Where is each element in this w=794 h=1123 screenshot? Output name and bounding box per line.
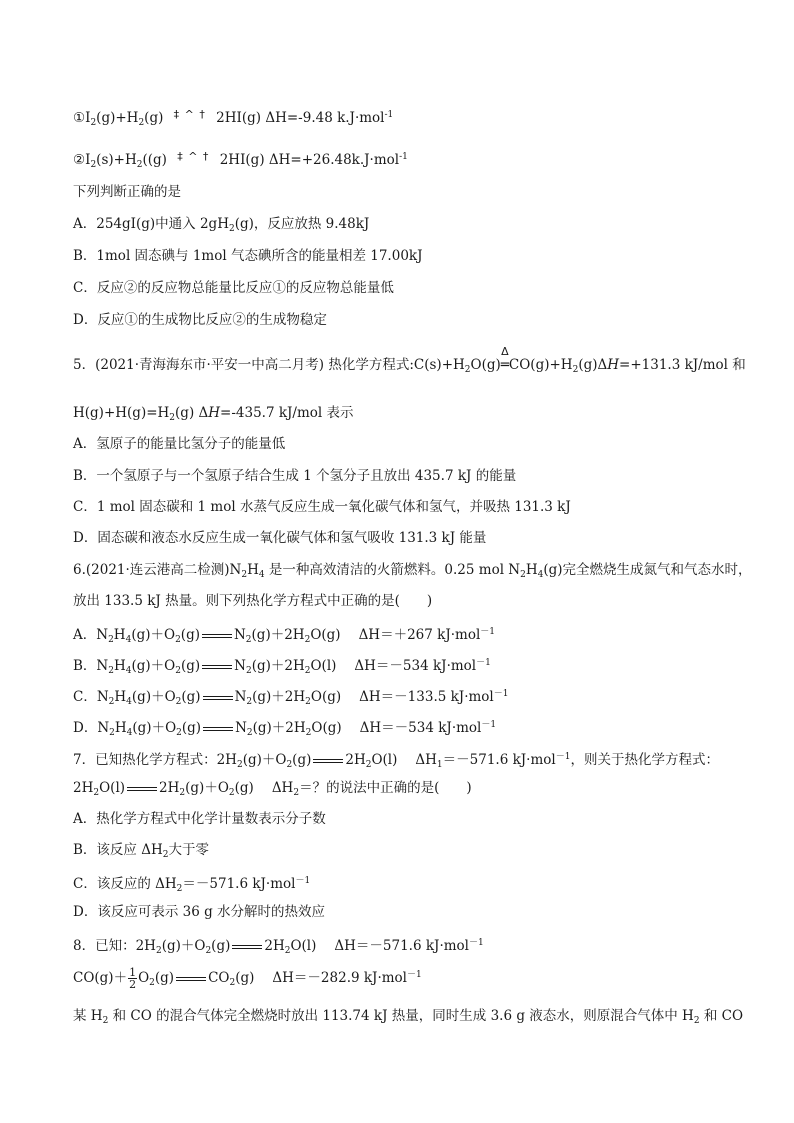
- q4-stem: 下列判断正确的是: [73, 184, 181, 200]
- equals-arrow: [232, 945, 262, 949]
- equals-arrow: [313, 759, 343, 763]
- q4-option-b: B．1mol 固态碘与 1mol 气态碘所含的能量相差 17.00kJ: [73, 248, 423, 264]
- reversible-arrow-icon: ‡ ^ †: [177, 150, 210, 163]
- q5-option-b: B．一个氢原子与一个氢原子结合生成 1 个氢分子且放出 435.7 kJ 的能量: [73, 468, 517, 484]
- equals-arrow: [202, 634, 232, 638]
- equals-arrow: [203, 696, 233, 700]
- fraction: $\frac{1}{2}$: [129, 966, 137, 991]
- q6-stem-line-2: 放出 133.5 kJ 热量。则下列热化学方程式中正确的是( ): [73, 593, 433, 609]
- q7-option-a: A．热化学方程式中化学计量数表示分子数: [73, 811, 326, 827]
- q7-option-b: B．该反应 $\Delta H_2$大于零: [73, 842, 209, 860]
- equals-arrow: [127, 787, 157, 791]
- equals-arrow: [202, 665, 232, 669]
- q5-option-c: C．1 mol 固态碳和 1 mol 水蒸气反应生成一氧化碳气体和氢气，并吸热 131.3 kJ: [73, 499, 571, 515]
- q4-equation-2: $②I_2(s)+H_2((g)$ ‡ ^ † 2HI(g) ΔH=+26.48k.J·mol$^{-1}$: [73, 150, 408, 170]
- q8-stem-line-3: 某 $H_2$ 和 CO 的混合气体完全燃烧时放出 113.74 kJ 热量，同时生成 3.6 g 液态水，则原混合气体中 $H_2$ 和 CO: [73, 1008, 744, 1026]
- q6-option-a: A．$N_2H_4(g)+O_2(g)$ $N_2(g)+2H_2O(g)$ ΔH＝＋267 kJ·mol$^{-1}$: [73, 627, 496, 645]
- q4-option-c: C．反应②的反应物总能量比反应①的反应物总能量低: [73, 280, 394, 296]
- q4-option-d: D．反应①的生成物比反应②的生成物稳定: [73, 312, 327, 328]
- equals-arrow: [203, 727, 233, 731]
- q7-stem-line-1: 7．已知热化学方程式：$2H_2(g)+O_2(g)$ $2H_2O(l)$ $\Delta H_1=-571.6$ kJ·mol$^{-1}$，则关于热化学方程式：: [73, 752, 719, 770]
- q4-option-a: A．254gI(g)中通入 $2gH_2(g)$，反应放热 9.48kJ: [73, 216, 370, 234]
- q8-stem-line-1: 8．已知：$2H_2(g)+O_2(g)$ $2H_2O(l)$ ΔH＝－571.6 kJ·mol$^{-1}$: [73, 938, 484, 956]
- q5-option-a: A．氢原子的能量比氢分子的能量低: [73, 436, 286, 452]
- q6-option-c: C．$N_2H_4(g)+O_2(g)$ $N_2(g)+2H_2O(g)$ ΔH＝－133.5 kJ·mol$^{-1}$: [73, 689, 509, 707]
- q6-stem-line-1: 6.(2021·连云港高二检测)$N_2H_4$ 是一种高效清洁的火箭燃料。0.25 mol $N_2H_4(g)$完全燃烧生成氮气和气态水时，: [73, 562, 752, 580]
- q7-option-c: C．该反应的 $\Delta H_2=-571.6$ kJ·mol$^{-1}$: [73, 876, 311, 894]
- heat-condition-arrow: Δ ═: [500, 345, 509, 373]
- q7-option-d: D．该反应可表示 36 g 水分解时的热效应: [73, 904, 326, 920]
- q8-stem-line-2: CO(g)＋ $\frac{1}{2}$ $O_2(g)$ $CO_2(g)$ ΔH＝－282.9 kJ·mol$^{-1}$: [73, 966, 422, 991]
- reversible-arrow-icon: ‡ ^ †: [173, 108, 206, 121]
- q5-stem-line-1: 5．(2021·青海海东市·平安一中高二月考) 热化学方程式$:C(s)+H_2O(g)$ Δ $═CO(g)+H_2(g)\Delta H=+131.3$ kJ/mol 和: [73, 345, 746, 375]
- q6-option-d: D．$N_2H_4(g)+O_2(g)$ $N_2(g)+2H_2O(g)$ ΔH＝－534 kJ·mol$^{-1}$: [73, 720, 497, 738]
- q6-option-b: B．$N_2H_4(g)+O_2(g)$ $N_2(g)+2H_2O(l)$ ΔH＝－534 kJ·mol$^{-1}$: [73, 658, 491, 676]
- q5-option-d: D．固态碳和液态水反应生成一氧化碳气体和氢气吸收 131.3 kJ 能量: [73, 530, 487, 546]
- q5-stem-line-2: $H(g)+H(g)=H_2(g)$ ΔH=-435.7 kJ/mol 表示: [73, 405, 354, 423]
- equals-arrow: [176, 977, 206, 981]
- q7-stem-line-2: $2H_2O(l)$ $2H_2(g)+O_2(g)$ $\Delta H_2=$？的说法中正确的是( ): [73, 780, 472, 798]
- q4-equation-1: $①I_2(g)+H_2(g)$ ‡ ^ † 2HI(g) ΔH=-9.48 k.J·mol$^{-1}$: [73, 108, 394, 128]
